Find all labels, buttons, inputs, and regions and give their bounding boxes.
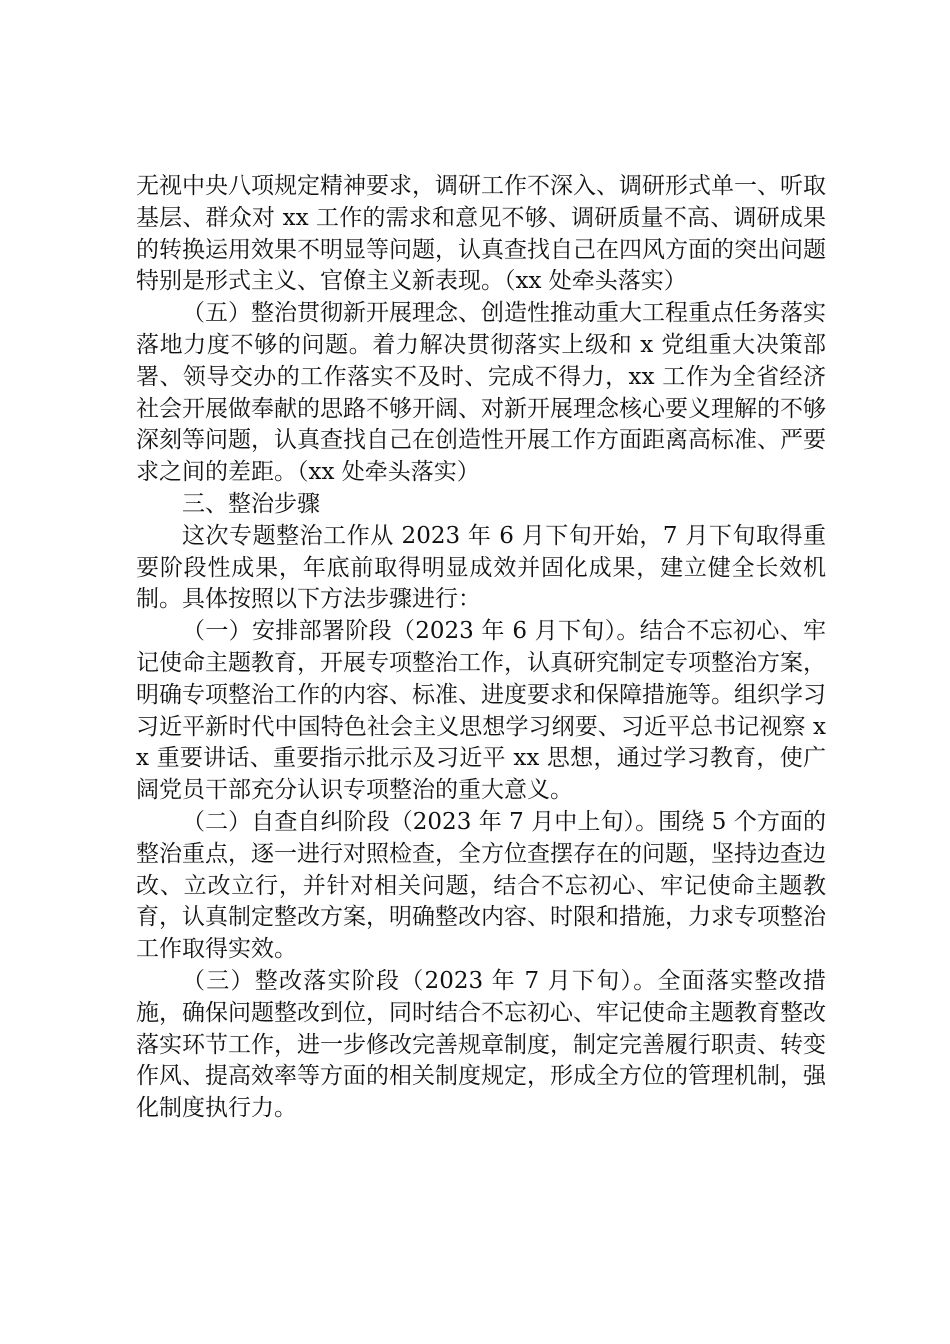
paragraph-step-three-implementation: （三）整改落实阶段（2023 年 7 月下旬）。全面落实整改措施，确保问题整改到位，同时结合不忘初心、牢记使命主题教育整改落实环节工作，进一步修改完善规章制度，制定完善履行职责、转变作风、提高效率等方面的相关制度规定，形成全方位的管理机制，强化制度执行力。 bbox=[136, 967, 826, 1122]
paragraph-item-five: （五）整治贯彻新开展理念、创造性推动重大工程重点任务落实落地力度不够的问题。着力解决贯彻落实上级和 x 党组重大决策部署、领导交办的工作落实不及时、完成不得力，xx 工作为全省经济社会开展做奉献的思路不够开阔、对新开展理念核心要义理解的不够深刻等问题，认真查找自己在创造性开展工作方面距离高标准、严要求之间的差距。（xx 处牵头落实） bbox=[136, 300, 826, 486]
paragraph-step-one-deployment: （一）安排部署阶段（2023 年 6 月下旬）。结合不忘初心、牢记使命主题教育，开展专项整治工作，认真研究制定专项整治方案，明确专项整治工作的内容、标准、进度要求和保障措施等。组织学习习近平新时代中国特色社会主义思想学习纲要、习近平总书记视察 xx 重要讲话、重要指示批示及习近平 xx 思想，通过学习教育，使广阔党员干部充分认识专项整治的重大意义。 bbox=[136, 618, 826, 804]
section-heading-rectification-steps: 三、整治步骤 bbox=[182, 490, 320, 517]
document-body bbox=[136, 171, 826, 1125]
paragraph-timeline-overview: 这次专题整治工作从 2023 年 6 月下旬开始，7 月下旬取得重要阶段性成果，年底前取得明显成效并固化成果，建立健全长效机制。具体按照以下方法步骤进行： bbox=[136, 522, 826, 613]
paragraph-step-two-self-inspection: （二）自查自纠阶段（2023 年 7 月中上旬）。围绕 5 个方面的整治重点，逐一进行对照检查，全方位查摆存在的问题，坚持边查边改、立改立行，并针对相关问题，结合不忘初心、牢记使命主题教育，认真制定整改方案，明确整改内容、时限和措施，力求专项整治工作取得实效。 bbox=[136, 808, 826, 963]
paragraph-continued-research-issues: 无视中央八项规定精神要求，调研工作不深入、调研形式单一、听取基层、群众对 xx 工作的需求和意见不够、调研质量不高、调研成果的转换运用效果不明显等问题，认真查找自己在四风方面的突出问题特别是形式主义、官僚主义新表现。（xx 处牵头落实） bbox=[136, 173, 826, 295]
